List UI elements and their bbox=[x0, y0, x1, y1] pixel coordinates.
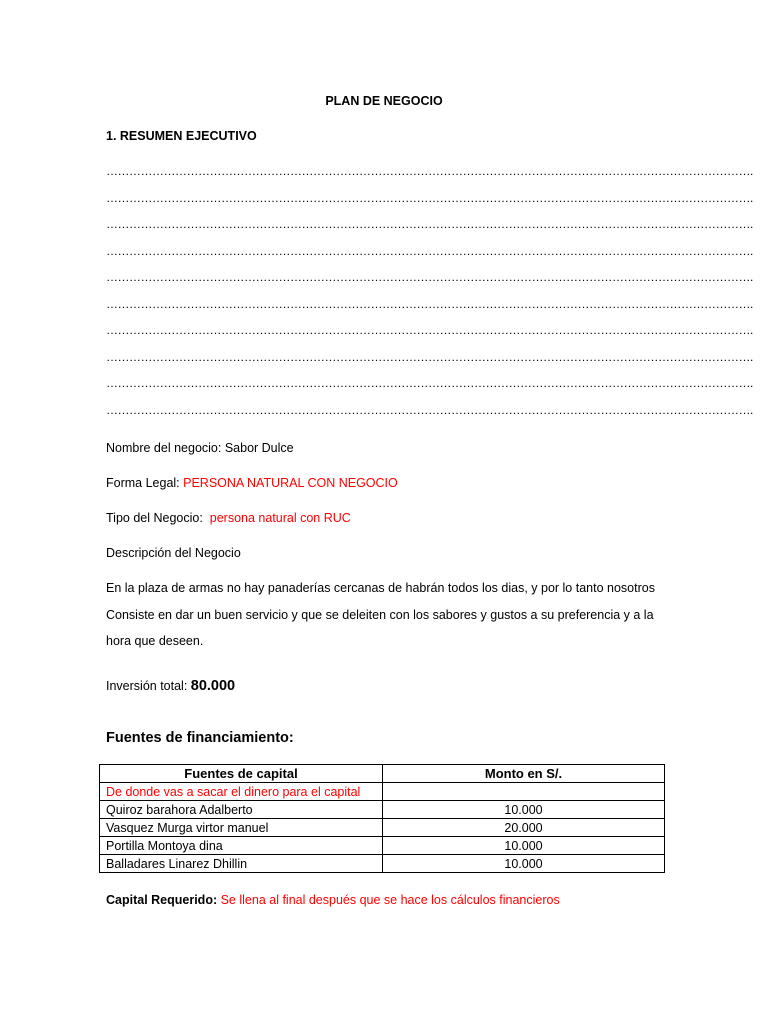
inversion-value: 80.000 bbox=[190, 678, 236, 694]
descripcion-line: En la plaza de armas no hay panaderías cercanas de habrán todos los dias, y por lo tanto nosotros bbox=[106, 581, 655, 595]
section-heading-resumen: 1. RESUMEN EJECUTIVO bbox=[106, 129, 257, 143]
nombre-label: Nombre del negocio: bbox=[106, 441, 225, 455]
source-name-cell: Quiroz barahora Adalberto bbox=[100, 801, 383, 819]
dotted-line: ……………………………………………………………………………………………………………………………………………………. bbox=[106, 323, 753, 337]
inversion-label: Inversión total: bbox=[106, 679, 191, 693]
tipo-negocio bbox=[106, 511, 351, 525]
table-note-cell: De donde vas a sacar el dinero para el capital bbox=[100, 783, 383, 801]
dotted-line: ……………………………………………………………………………………………………………………………………………………. bbox=[106, 376, 753, 390]
source-name-cell: Portilla Montoya dina bbox=[100, 837, 383, 855]
forma-legal bbox=[106, 476, 398, 490]
dotted-line: ……………………………………………………………………………………………………………………………………………………. bbox=[106, 297, 753, 311]
amount-cell: 10.000 bbox=[383, 837, 665, 855]
amount-cell: 10.000 bbox=[383, 855, 665, 873]
source-name-cell: Balladares Linarez Dhillin bbox=[100, 855, 383, 873]
capital-requerido bbox=[106, 893, 560, 907]
forma-value: PERSONA NATURAL CON NEGOCIO bbox=[183, 476, 398, 490]
financing-table bbox=[99, 764, 665, 873]
descripcion-line: Consiste en dar un buen servicio y que se deleiten con los sabores y gustos a su preferencia y a la bbox=[106, 608, 654, 622]
amount-cell: 10.000 bbox=[383, 801, 665, 819]
tipo-label: Tipo del Negocio: bbox=[106, 511, 210, 525]
dotted-line: ……………………………………………………………………………………………………………………………………………………. bbox=[106, 244, 753, 258]
table-row bbox=[100, 819, 665, 837]
table-row bbox=[100, 837, 665, 855]
column-header: Fuentes de capital bbox=[100, 765, 383, 783]
page-title: PLAN DE NEGOCIO bbox=[325, 94, 443, 108]
dotted-line: ……………………………………………………………………………………………………………………………………………………. bbox=[106, 217, 753, 231]
descripcion-line: hora que deseen. bbox=[106, 634, 204, 648]
nombre-negocio bbox=[106, 441, 294, 455]
dotted-line: ……………………………………………………………………………………………………………………………………………………. bbox=[106, 403, 753, 417]
nombre-value: Sabor Dulce bbox=[224, 441, 294, 455]
inversion-total bbox=[106, 678, 235, 694]
table-header-row bbox=[100, 765, 665, 783]
amount-cell: 20.000 bbox=[383, 819, 665, 837]
forma-label: Forma Legal: bbox=[106, 476, 184, 490]
table-row bbox=[100, 855, 665, 873]
dotted-line: ……………………………………………………………………………………………………………………………………………………. bbox=[106, 270, 753, 284]
descripcion-heading: Descripción del Negocio bbox=[106, 546, 241, 560]
table-empty-cell bbox=[383, 783, 665, 801]
table-row bbox=[100, 801, 665, 819]
table-row bbox=[100, 783, 665, 801]
source-name-cell: Vasquez Murga virtor manuel bbox=[100, 819, 383, 837]
dotted-line: ……………………………………………………………………………………………………………………………………………………. bbox=[106, 191, 753, 205]
fuentes-heading: Fuentes de financiamiento: bbox=[106, 730, 294, 746]
column-header: Monto en S/. bbox=[383, 765, 665, 783]
dotted-line: ……………………………………………………………………………………………………………………………………………………. bbox=[106, 164, 753, 178]
capital-label: Capital Requerido: bbox=[106, 893, 221, 907]
capital-value: Se llena al final después que se hace los cálculos financieros bbox=[220, 893, 560, 907]
dotted-line: ……………………………………………………………………………………………………………………………………………………. bbox=[106, 350, 753, 364]
tipo-value: persona natural con RUC bbox=[209, 511, 351, 525]
